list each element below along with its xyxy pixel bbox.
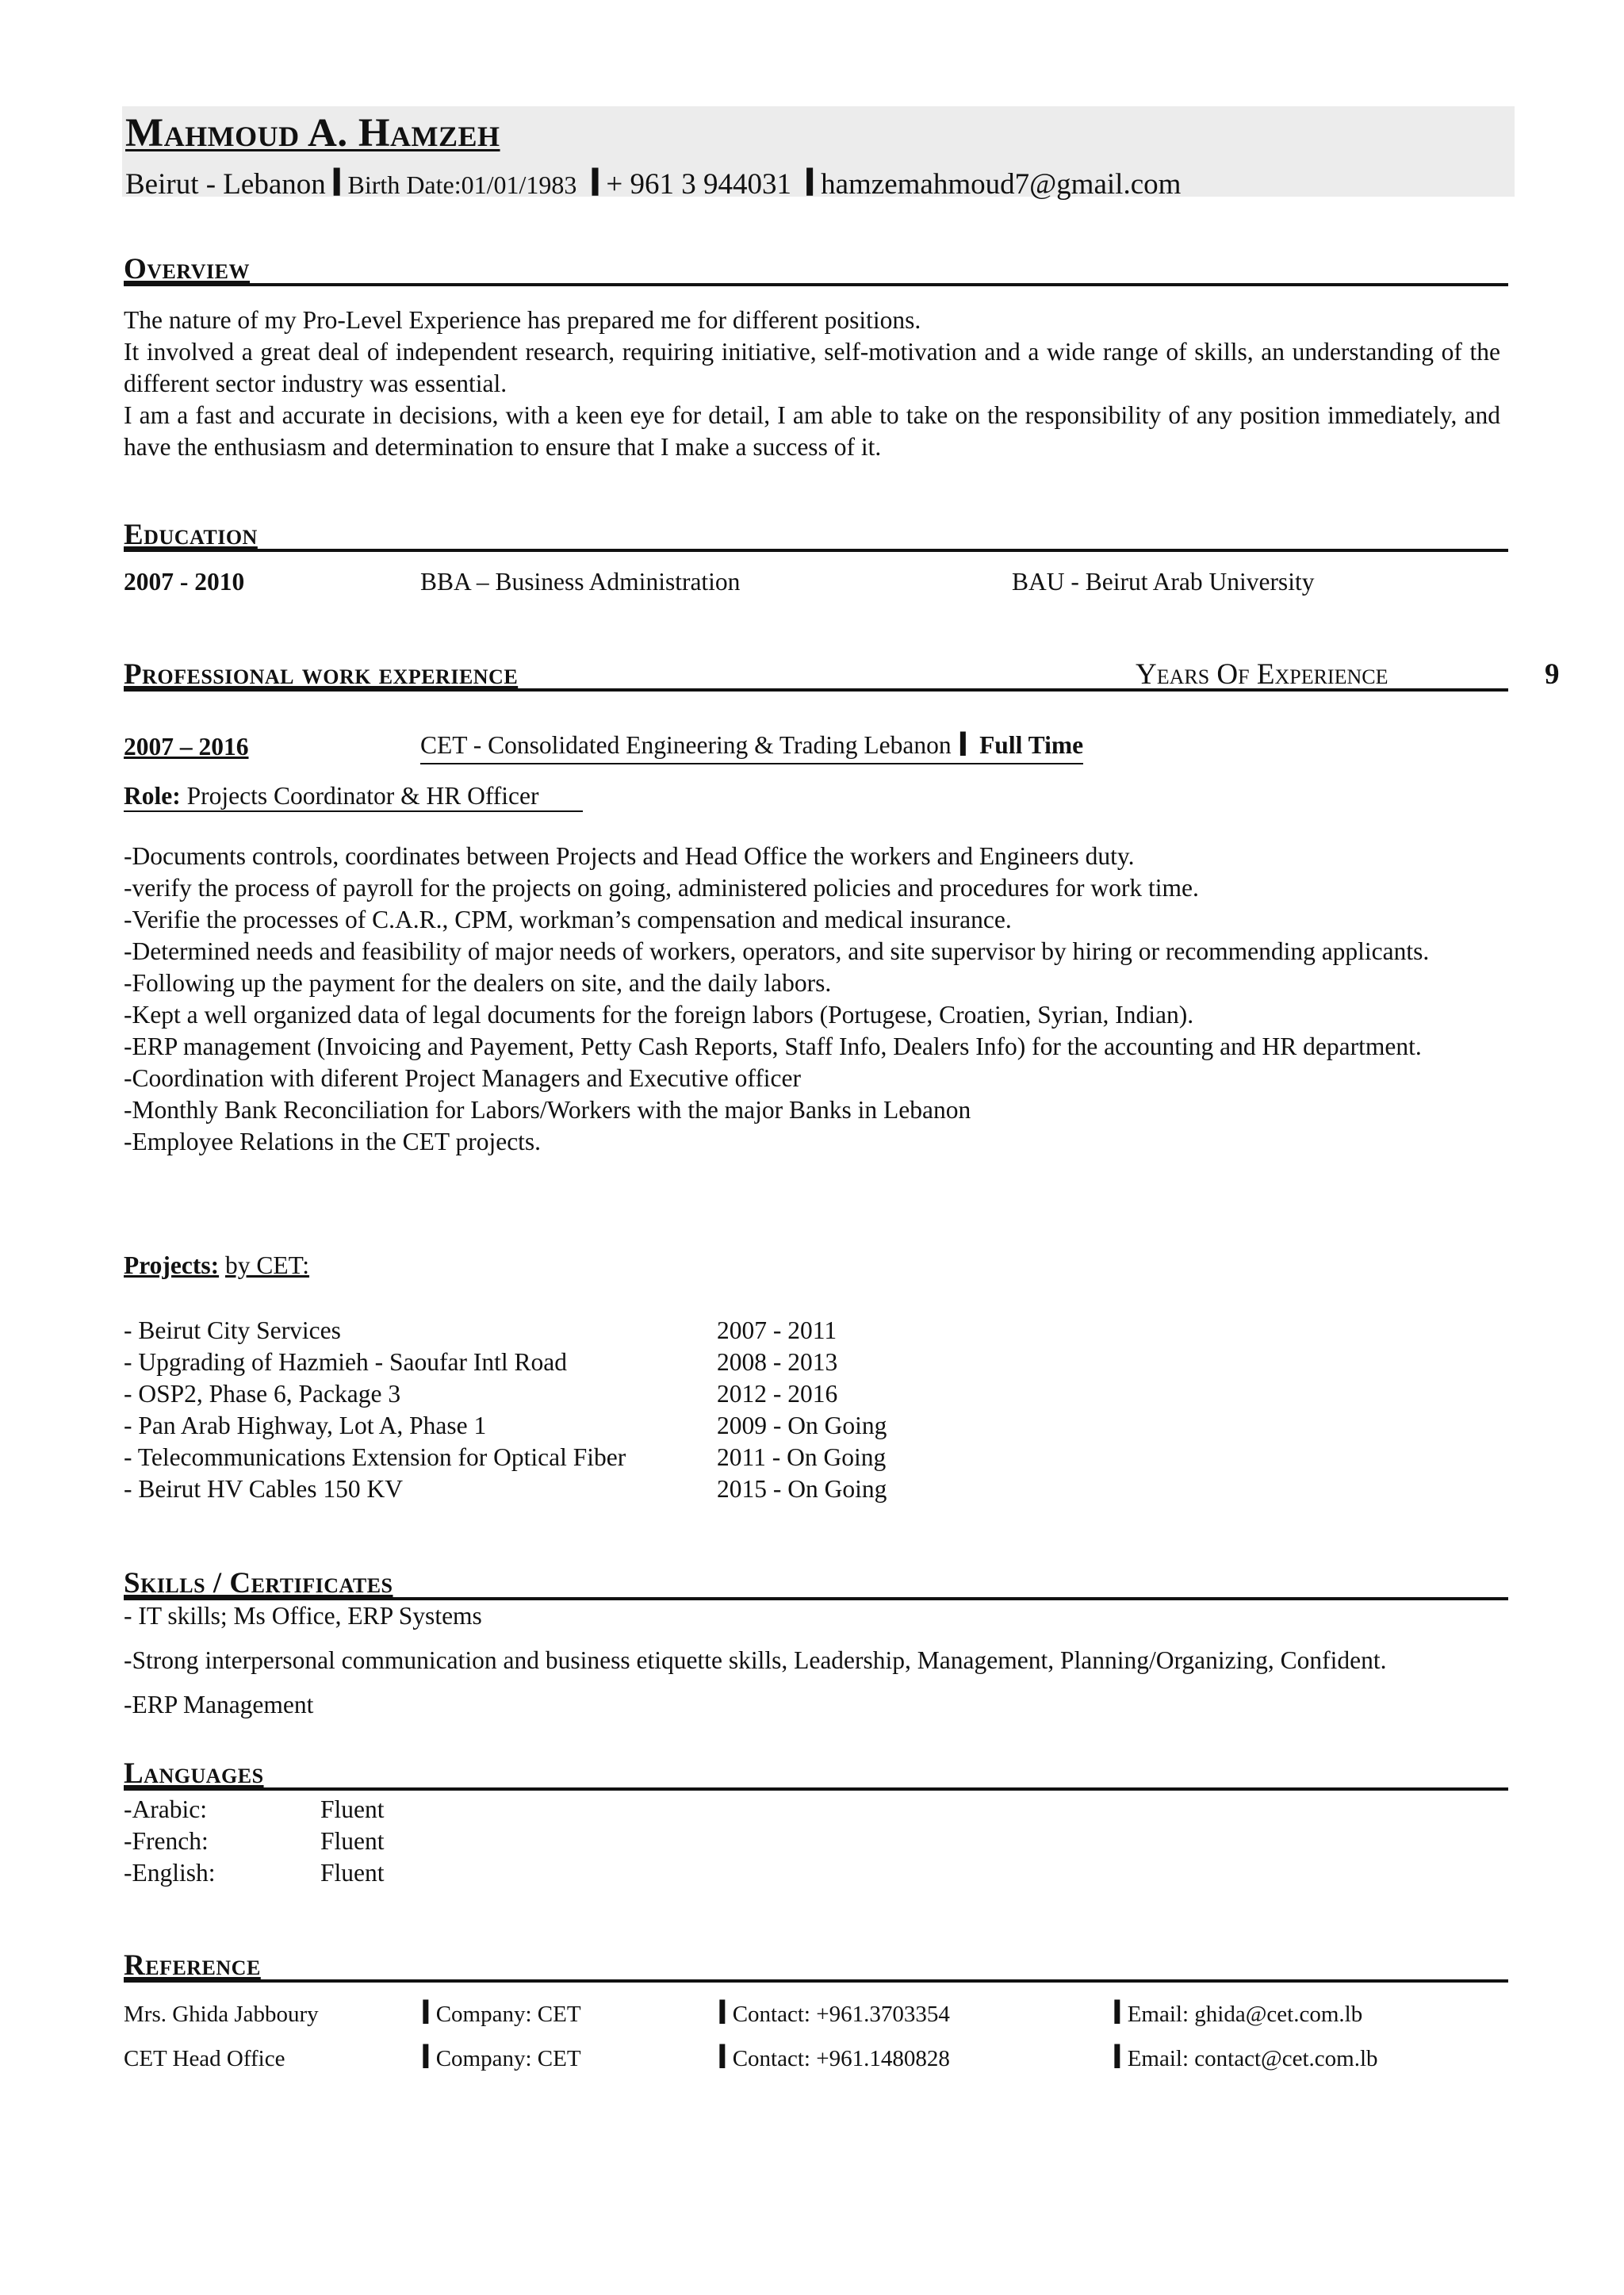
- overview-heading: [124, 245, 1508, 286]
- languages-heading: [124, 1749, 1508, 1791]
- separator-mark: l: [1112, 2040, 1123, 2076]
- company-name: CET - Consolidated Engineering & Trading Lebanon: [420, 731, 952, 759]
- reference-company: Company: CET: [435, 2002, 581, 2027]
- separator-mark: l: [957, 727, 969, 764]
- role-underline: [124, 782, 583, 812]
- projects-names: [124, 1315, 626, 1505]
- reference-name: Mrs. Ghida Jabboury: [124, 2002, 319, 2027]
- duty-item: -verify the process of payroll for the projects on going, administered policies and procedures for work time.: [124, 874, 1199, 902]
- experience-heading: [124, 650, 1560, 692]
- overview-line: The nature of my Pro-Level Experience has prepared me for different positions.: [124, 306, 921, 334]
- duties-list: [124, 841, 1500, 1158]
- duty-item: -Kept a well organized data of legal documents for the foreign labors (Portugese, Croatien, Syrian, Indian).: [124, 1001, 1194, 1029]
- separator-mark: l: [717, 1995, 728, 2032]
- project-years: 2008 - 2013: [717, 1348, 838, 1376]
- skills-heading: [124, 1559, 1508, 1600]
- reference-contact: Contact: +961.3703354: [732, 2002, 950, 2027]
- reference-email: Email: ghida@cet.com.lb: [1127, 2002, 1363, 2027]
- languages-levels: [320, 1794, 385, 1889]
- years-of-experience-label: Years Of Experience: [1136, 658, 1388, 691]
- duty-item: -Monthly Bank Reconciliation for Labors/Workers with the major Banks in Lebanon: [124, 1096, 971, 1124]
- project-years: 2007 - 2011: [717, 1316, 837, 1344]
- skill-item: - IT skills; Ms Office, ERP Systems: [124, 1602, 482, 1630]
- candidate-name: Mahmoud A. Hamzeh: [125, 111, 500, 155]
- overview-body: [124, 305, 1500, 463]
- separator-mark: l: [803, 162, 817, 205]
- overview-line: It involved a great deal of independent research, requiring initiative, self-motivation and a wide range of skills, an understanding of the different sector industry was essential.: [124, 338, 1500, 397]
- duty-item: -Determined needs and feasibility of major needs of workers, operators, and site supervisor by hiring or recommending applicants.: [124, 937, 1430, 965]
- language-level: Fluent: [320, 1827, 385, 1855]
- experience-period: 2007 – 2016: [124, 733, 249, 761]
- project-name: - Beirut City Services: [124, 1316, 341, 1344]
- skills-title: Skills / Certificates: [124, 1567, 393, 1600]
- reference-name: CET Head Office: [124, 2046, 285, 2071]
- reference-title: Reference: [124, 1949, 261, 1982]
- projects-label: Projects:: [124, 1251, 220, 1279]
- reference-company-cell: [420, 1995, 581, 2032]
- separator-mark: l: [420, 1995, 431, 2032]
- education-degree: BBA – Business Administration: [420, 568, 741, 596]
- education-years: 2007 - 2010: [124, 568, 245, 596]
- language-level: Fluent: [320, 1795, 385, 1823]
- duty-item: -Coordination with diferent Project Managers and Executive officer: [124, 1064, 802, 1092]
- projects-years: [717, 1315, 887, 1505]
- project-years: 2011 - On Going: [717, 1443, 887, 1471]
- project-name: - Pan Arab Highway, Lot A, Phase 1: [124, 1412, 487, 1439]
- duty-item: -Following up the payment for the dealers on site, and the daily labors.: [124, 969, 832, 997]
- reference-email-cell: [1112, 1995, 1362, 2032]
- project-name: - OSP2, Phase 6, Package 3: [124, 1380, 401, 1408]
- languages-names: [124, 1794, 216, 1889]
- contact-line: [125, 162, 1181, 205]
- reference-company: Company: CET: [435, 2046, 581, 2071]
- overview-line: I am a fast and accurate in decisions, with a keen eye for detail, I am able to take on the responsibility of any position immediately, and have the enthusiasm and determination to ensure that I make a success of it.: [124, 401, 1500, 461]
- reference-contact-cell: [717, 2040, 950, 2076]
- skill-item: -ERP Management: [124, 1691, 314, 1718]
- reference-company-cell: [420, 2040, 581, 2076]
- language-name: -Arabic:: [124, 1795, 207, 1823]
- email: hamzemahmoud7@gmail.com: [821, 168, 1182, 201]
- education-heading: [124, 511, 1508, 552]
- experience-title: Professional work experience: [124, 658, 519, 691]
- language-name: -English:: [124, 1859, 216, 1887]
- employment-type: Full Time: [979, 731, 1084, 759]
- project-years: 2015 - On Going: [717, 1475, 887, 1503]
- reference-email-cell: [1112, 2040, 1378, 2076]
- role-line: [124, 782, 583, 812]
- language-name: -French:: [124, 1827, 209, 1855]
- role-label: Role:: [124, 782, 181, 810]
- separator-mark: l: [330, 162, 343, 205]
- duty-item: -ERP management (Invoicing and Payement, Petty Cash Reports, Staff Info, Dealers Info) for the accounting and HR department.: [124, 1033, 1422, 1060]
- education-title: Education: [124, 519, 258, 551]
- separator-mark: l: [420, 2040, 431, 2076]
- separator-mark: l: [717, 2040, 728, 2076]
- separator-mark: l: [588, 162, 602, 205]
- project-name: - Upgrading of Hazmieh - Saoufar Intl Road: [124, 1348, 567, 1376]
- reference-contact: Contact: +961.1480828: [732, 2046, 950, 2071]
- experience-company-line: [420, 728, 1083, 764]
- reference-heading: [124, 1941, 1508, 1983]
- skill-item: -Strong interpersonal communication and business etiquette skills, Leadership, Management, Planning/Organizing, Confident.: [124, 1646, 1387, 1674]
- phone: + 961 3 944031: [606, 168, 792, 201]
- reference-email: Email: contact@cet.com.lb: [1127, 2046, 1378, 2071]
- birth-date: Birth Date:01/01/1983: [347, 170, 577, 199]
- duty-item: -Employee Relations in the CET projects.: [124, 1128, 542, 1155]
- duty-item: -Verifie the processes of C.A.R., CPM, workman’s compensation and medical insurance.: [124, 906, 1012, 933]
- overview-title: Overview: [124, 253, 250, 285]
- location: Beirut - Lebanon: [125, 168, 326, 201]
- project-name: - Telecommunications Extension for Optical Fiber: [124, 1443, 626, 1471]
- separator-mark: l: [1112, 1995, 1123, 2032]
- role-title: Projects Coordinator & HR Officer: [186, 782, 539, 810]
- education-school: BAU - Beirut Arab University: [1012, 568, 1315, 596]
- years-of-experience-value: 9: [1545, 658, 1560, 691]
- languages-title: Languages: [124, 1757, 264, 1790]
- project-years: 2009 - On Going: [717, 1412, 887, 1439]
- project-years: 2012 - 2016: [717, 1380, 838, 1408]
- reference-contact-cell: [717, 1995, 950, 2032]
- language-level: Fluent: [320, 1859, 385, 1887]
- duty-item: -Documents controls, coordinates between Projects and Head Office the workers and Engineers duty.: [124, 842, 1135, 870]
- projects-heading: [124, 1251, 309, 1280]
- project-name: - Beirut HV Cables 150 KV: [124, 1475, 404, 1503]
- projects-by: by CET:: [224, 1251, 310, 1279]
